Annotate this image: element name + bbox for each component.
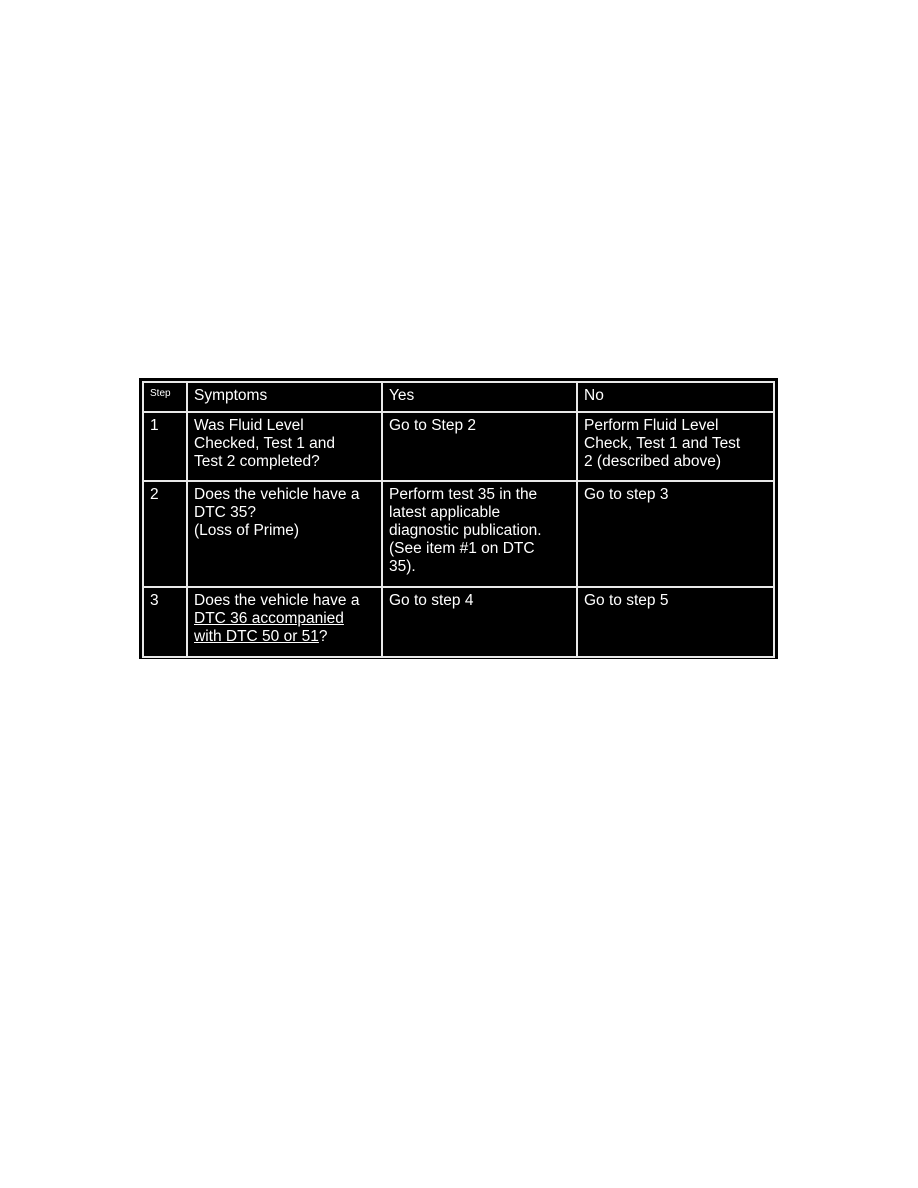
cell-line: Perform Fluid Level — [584, 417, 719, 434]
symptom-cell — [187, 412, 382, 481]
dtc-link-text: DTC 36 accompanied — [194, 610, 344, 627]
symptom-cell — [187, 481, 382, 587]
cell-line: 35). — [389, 558, 416, 575]
diagnostic-table — [142, 381, 775, 658]
cell-line: Test 2 completed? — [194, 453, 320, 470]
yes-cell — [382, 481, 577, 587]
table-header-row — [143, 382, 774, 412]
cell-line: Does the vehicle have a — [194, 592, 360, 609]
cell-line: Does the vehicle have a — [194, 486, 360, 503]
table-row — [143, 587, 774, 657]
diagnostic-table-container — [139, 378, 778, 659]
question-mark: ? — [318, 628, 328, 645]
cell-line: Go to step 3 — [584, 486, 669, 503]
no-cell — [577, 481, 774, 587]
dtc-link-text: with DTC 50 or 51 — [194, 628, 319, 645]
cell-line: Go to step 5 — [584, 592, 669, 609]
step-number: 2 — [143, 481, 187, 587]
table-row — [143, 481, 774, 587]
yes-cell — [382, 587, 577, 657]
cell-line: Go to Step 2 — [389, 417, 477, 434]
header-step: Step — [143, 382, 187, 412]
cell-line: (See item #1 on DTC — [389, 540, 535, 557]
yes-cell — [382, 412, 577, 481]
cell-line: 2 (described above) — [584, 453, 721, 470]
cell-line: Check, Test 1 and Test — [584, 435, 741, 452]
cell-line: Go to step 4 — [389, 592, 474, 609]
cell-line: diagnostic publication. — [389, 522, 542, 539]
header-yes: Yes — [382, 382, 577, 412]
header-no: No — [577, 382, 774, 412]
no-cell — [577, 587, 774, 657]
cell-line: latest applicable — [389, 504, 501, 521]
symptom-cell — [187, 587, 382, 657]
header-symptoms: Symptoms — [187, 382, 382, 412]
cell-line: Perform test 35 in the — [389, 486, 538, 503]
cell-line: Was Fluid Level — [194, 417, 304, 434]
cell-line: DTC 35? — [194, 504, 257, 521]
step-number: 3 — [143, 587, 187, 657]
table-row — [143, 412, 774, 481]
cell-line: (Loss of Prime) — [194, 522, 300, 539]
step-number: 1 — [143, 412, 187, 481]
cell-line: Checked, Test 1 and — [194, 435, 336, 452]
no-cell — [577, 412, 774, 481]
